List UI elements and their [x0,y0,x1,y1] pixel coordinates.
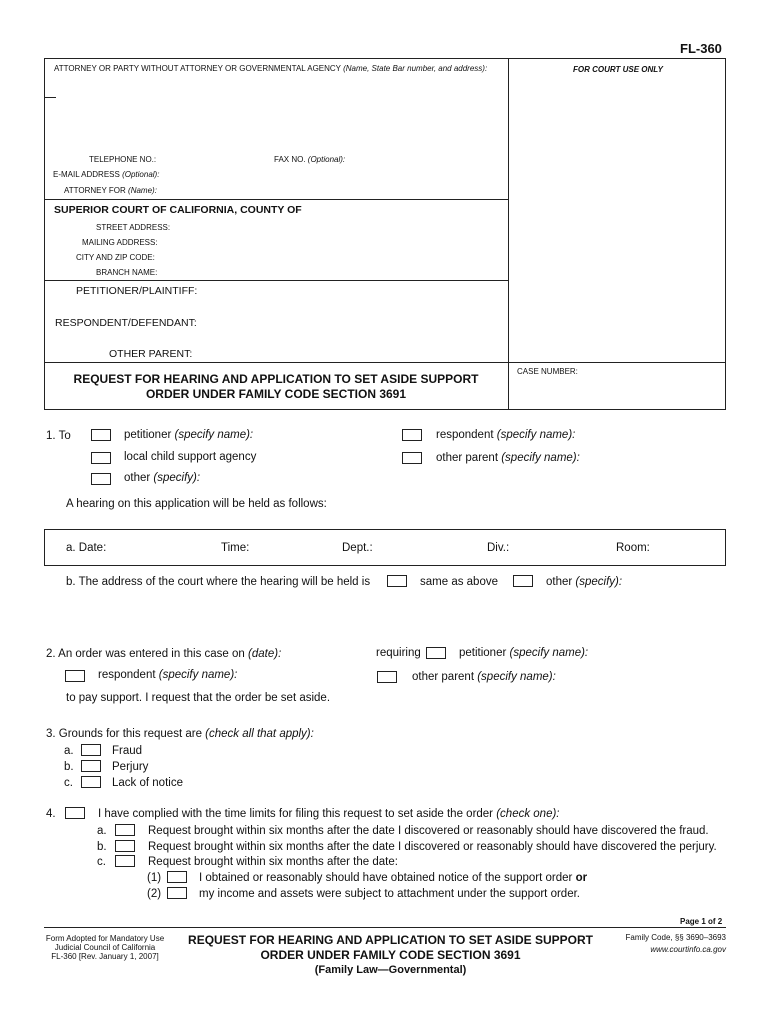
item4-sub2-label: (2) [147,888,162,900]
header-box-bottom [44,409,726,410]
court-use-label: FOR COURT USE ONLY [573,65,663,74]
footer-code [600,932,726,956]
footer-title-line1: REQUEST FOR HEARING AND APPLICATION TO SET ASIDE SUPPORT [188,933,593,947]
item4-perjury-checkbox[interactable] [115,840,135,852]
divider-court [44,199,508,200]
item4-b-label: b. [97,841,107,853]
form-number: FL-360 [680,41,722,56]
footer-url[interactable]: www.courtinfo.ca.gov [650,945,726,954]
respondent-checkbox[interactable] [402,429,422,441]
petitioner-label: PETITIONER/PLAINTIFF: [76,285,198,297]
hearing-dept-label: Dept.: [342,542,373,554]
fax-label: FAX NO. (Optional): [274,155,346,164]
footer-adopted [44,934,166,961]
street-address-label: STREET ADDRESS: [96,223,171,232]
hearing-room-label: Room: [616,542,650,554]
item4-perjury-text: Request brought within six months after the date I discovered or reasonably should have discovered the perjury. [148,841,717,853]
item2-petitioner-checkbox[interactable] [426,647,446,659]
header-box-left [44,58,45,410]
footer-adopted-line1: Form Adopted for Mandatory Use [45,934,165,943]
hearing-time-label: Time: [221,542,250,554]
other-checkbox[interactable] [91,473,111,485]
footer-title-line2: ORDER UNDER FAMILY CODE SECTION 3691 [260,948,521,962]
same-as-above-checkbox[interactable] [387,575,407,587]
item2-petitioner-text: petitioner (specify name): [459,647,589,659]
attachment-text: my income and assets were subject to attachment under the support order. [199,888,580,900]
respondent-label: RESPONDENT/DEFENDANT: [55,317,197,329]
hearing-statement: A hearing on this application will be held as follows: [66,498,327,510]
email-label: E-MAIL ADDRESS (Optional): [53,170,160,179]
item3-a-label: a. [64,745,74,757]
lack-of-notice-checkbox[interactable] [81,776,101,788]
header-box-right [725,58,726,410]
item4-statement: I have complied with the time limits for filing this request to set aside the order (check one): [98,808,560,820]
item4-fraud-checkbox[interactable] [115,824,135,836]
item1-number: 1. To [46,430,71,442]
requiring-text: requiring [376,647,421,659]
page-number: Page 1 of 2 [680,917,723,926]
hearing-div-label: Div.: [487,542,510,554]
other-address-checkbox[interactable] [513,575,533,587]
other-parent-checkbox[interactable] [402,452,422,464]
divider-title [44,362,726,363]
hearing-date-label: a. Date: [66,542,107,554]
court-address-statement: b. The address of the court where the hearing will be held is [66,576,371,588]
item2-other-parent-checkbox[interactable] [377,671,397,683]
mailing-address-label: MAILING ADDRESS: [82,238,158,247]
item4-date-text: Request brought within six months after the date: [148,856,398,868]
item4-a-label: a. [97,825,107,837]
item2-respondent-checkbox[interactable] [65,670,85,682]
other-address-text: other (specify): [546,576,623,588]
footer-title-line3: (Family Law—Governmental) [314,964,467,976]
notice-checkbox[interactable] [167,871,187,883]
item4-fraud-text: Request brought within six months after the date I discovered or reasonably should have discovered the fraud. [148,825,709,837]
footer-adopted-line2: Judicial Council of California [54,943,156,952]
item1-other-parent-text: other parent (specify name): [436,452,580,464]
footer-divider [44,927,726,928]
item1-petitioner-text: petitioner (specify name): [124,429,254,441]
agency-checkbox[interactable] [91,452,111,464]
pay-support-statement: to pay support. I request that the order be set aside. [66,692,331,704]
item4-c-label: c. [97,856,106,868]
attorney-label: ATTORNEY OR PARTY WITHOUT ATTORNEY OR GOVERNMENTAL AGENCY (Name, State Bar number, and address): [54,64,488,73]
item1-other-text: other (specify): [124,472,201,484]
header-box-top [44,58,726,59]
item4-checkbox[interactable] [65,807,85,819]
telephone-label: TELEPHONE NO.: [89,155,157,164]
form-title-line1: REQUEST FOR HEARING AND APPLICATION TO SET ASIDE SUPPORT [73,372,479,386]
other-parent-label: OTHER PARENT: [109,348,193,360]
attachment-checkbox[interactable] [167,887,187,899]
item1-respondent-text: respondent (specify name): [436,429,576,441]
court-column-divider [508,58,509,410]
same-as-above-text: same as above [420,576,498,588]
form-title [44,372,508,402]
item4-date-checkbox[interactable] [115,855,135,867]
item4-number: 4. [46,808,56,820]
fraud-text: Fraud [112,745,143,757]
lack-of-notice-text: Lack of notice [112,777,183,789]
court-title: SUPERIOR COURT OF CALIFORNIA, COUNTY OF [54,204,302,216]
item3-c-label: c. [64,777,73,789]
case-number-label: CASE NUMBER: [517,367,578,376]
footer-title [168,933,613,978]
item3-b-label: b. [64,761,74,773]
item2-statement: 2. An order was entered in this case on (date): [46,648,282,660]
petitioner-checkbox[interactable] [91,429,111,441]
item4-sub1-label: (1) [147,872,162,884]
footer-code-text: Family Code, §§ 3690–3693 [625,933,726,942]
attorney-dash [44,97,56,98]
attorney-for-label: ATTORNEY FOR (Name): [64,186,157,195]
notice-text: I obtained or reasonably should have obtained notice of the support order or [199,872,588,884]
fraud-checkbox[interactable] [81,744,101,756]
item2-respondent-text: respondent (specify name): [98,669,238,681]
perjury-text: Perjury [112,761,149,773]
divider-parties [44,280,508,281]
footer-adopted-line3: FL-360 [Rev. January 1, 2007] [51,952,159,961]
form-title-line2: ORDER UNDER FAMILY CODE SECTION 3691 [145,387,407,401]
branch-name-label: BRANCH NAME: [96,268,158,277]
item1-agency-text: local child support agency [124,451,257,463]
perjury-checkbox[interactable] [81,760,101,772]
item2-other-parent-text: other parent (specify name): [412,671,556,683]
city-zip-label: CITY AND ZIP CODE: [76,253,155,262]
item3-statement: 3. Grounds for this request are (check all that apply): [46,728,314,740]
